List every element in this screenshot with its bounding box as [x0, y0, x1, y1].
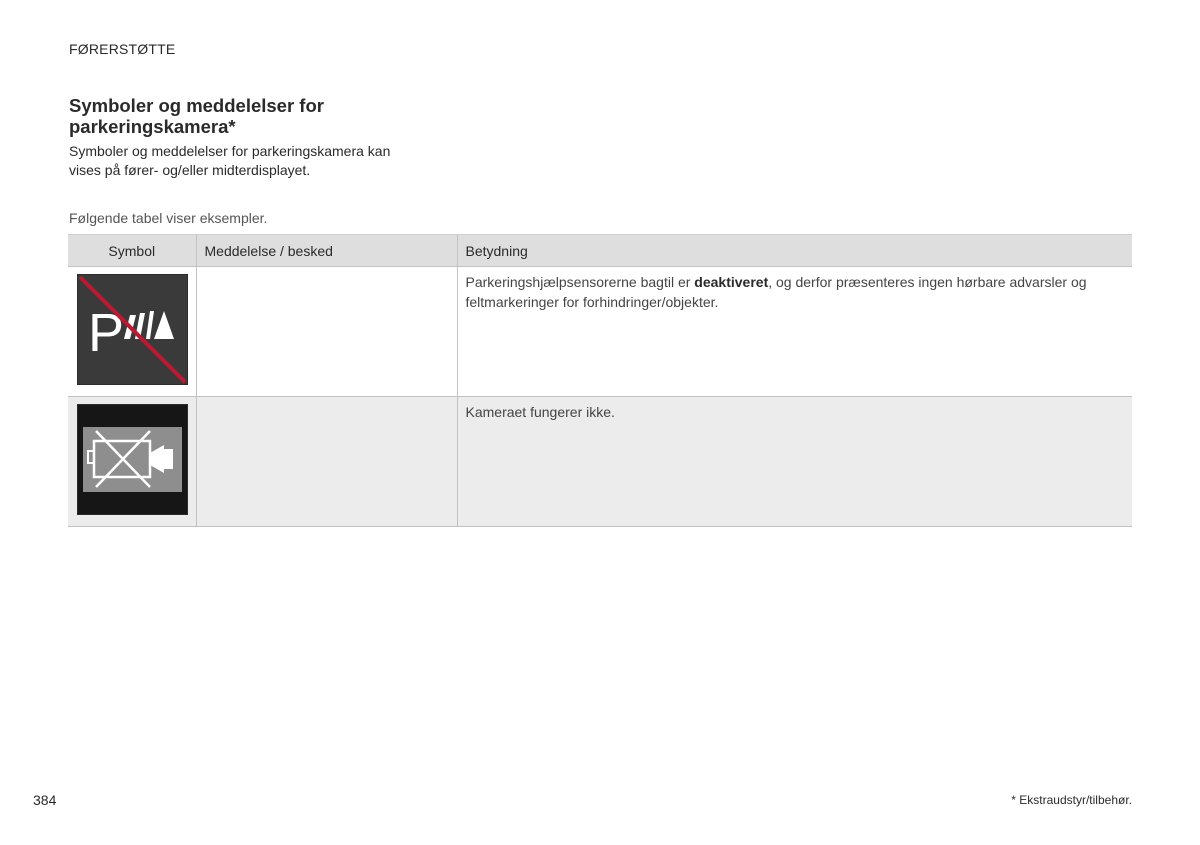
meaning-text-before: Parkeringshjælpsensorerne bagtil er — [465, 274, 695, 290]
symbol-cell — [68, 397, 196, 527]
message-cell — [196, 267, 457, 397]
meaning-text-after: , og derfor præsenteres ingen hørbare advarsler og feltmarkeringer for forhindringer/objekter. — [465, 274, 1087, 310]
header-symbol: Symbol — [68, 235, 196, 267]
footnote: * Ekstraudstyr/tilbehør. — [1011, 793, 1132, 807]
meaning-text — [458, 267, 1133, 312]
symbols-table — [68, 234, 1132, 527]
header-meaning: Betydning — [457, 235, 1132, 267]
meaning-text-bold: deaktiveret — [694, 274, 769, 290]
table-caption: Følgende tabel viser eksempler. — [69, 210, 268, 226]
intro-text: Symboler og meddelelser for parkeringskamera kan vises på fører- og/eller midterdisplayet. — [69, 143, 391, 178]
meaning-text: Kameraet fungerer ikke. — [465, 404, 615, 420]
table-header-row — [68, 235, 1132, 267]
meaning-cell — [457, 267, 1132, 397]
symbol-cell — [68, 267, 196, 397]
table-row — [68, 267, 1132, 397]
page-number: 384 — [33, 792, 57, 808]
header-message: Meddelelse / besked — [196, 235, 457, 267]
meaning-cell — [457, 397, 1132, 527]
parking-sensors-off-icon — [77, 274, 188, 385]
camera-not-working-icon — [77, 404, 188, 515]
parking-letter: P — [88, 303, 125, 363]
page-title: Symboler og meddelelser for parkeringskamera* — [69, 95, 324, 137]
message-cell — [196, 397, 457, 527]
table-row — [68, 397, 1132, 527]
section-label: FØRERSTØTTE — [69, 41, 176, 57]
